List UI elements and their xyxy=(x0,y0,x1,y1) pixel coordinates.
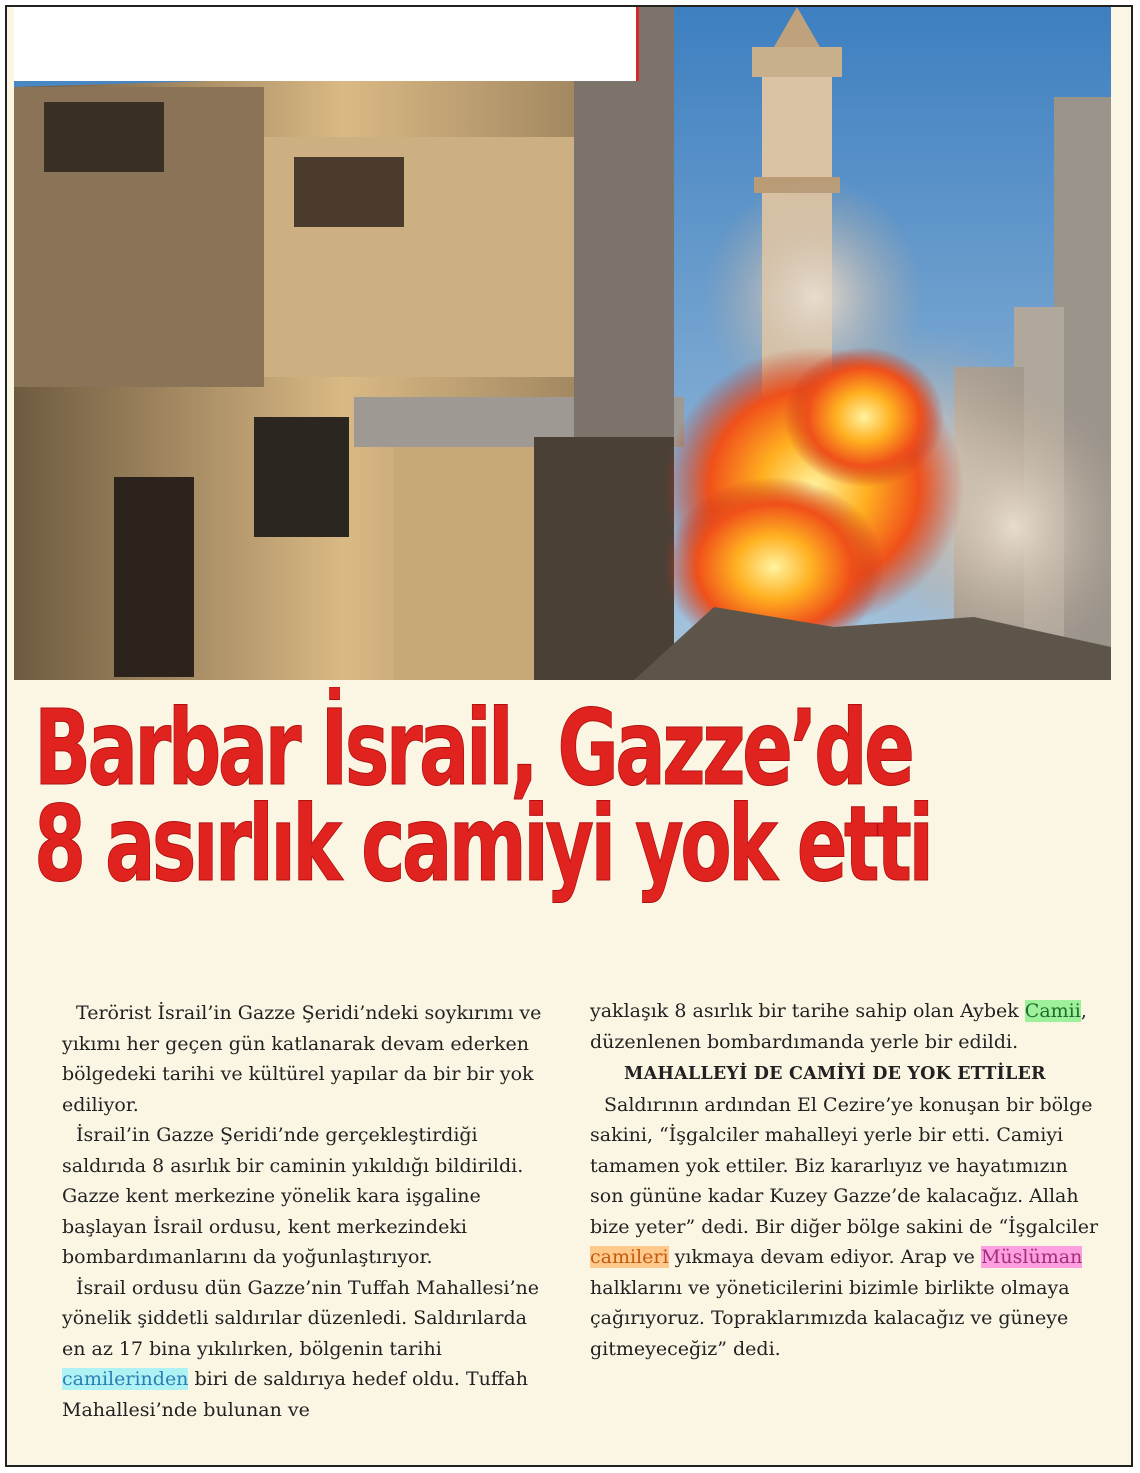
paragraph-5-tail: halklarını ve yöneticilerini bizimle birlikte olmaya çağırıyoruz. Topraklarımızda kalacağız ve güneye gitmeyeceğiz” dedi. xyxy=(590,1276,1070,1360)
headline-line-1: Barbar İsrail, Gazze’de xyxy=(34,687,912,809)
red-rule xyxy=(636,7,639,81)
masthead-blank xyxy=(14,7,638,81)
article-column-right xyxy=(590,996,1105,1364)
paragraph-3-text: İsrail ordusu dün Gazze’nin Tuffah Mahallesi’ne yönelik şiddetli saldırılar düzenledi. Saldırılarda en az 17 bina yıkılırken, bölgenin tarihi xyxy=(62,1276,539,1360)
minaret-explosion-photo xyxy=(14,7,1111,680)
article-column-left xyxy=(62,998,550,1425)
highlight-camii: Camii xyxy=(1024,1000,1081,1022)
paragraph-4 xyxy=(590,996,1105,1057)
paragraph-2: İsrail’in Gazze Şeridi’nde gerçekleştirdiği saldırıda 8 asırlık bir caminin yıkıldığı bildirildi. Gazze kent merkezine yönelik kara işgaline başlayan İsrail ordusu, kent merkezindeki bombardımanlarını da yoğunlaştırıyor. xyxy=(62,1124,524,1268)
highlight-musluman: Müslüman xyxy=(980,1246,1083,1268)
paragraph-4-tail: , düzenlenen bombardımanda yerle bir edildi. xyxy=(590,1000,1087,1053)
paragraph-5-middle: yıkmaya devam ediyor. Arap ve xyxy=(668,1246,981,1268)
subheading: MAHALLEYİ DE CAMİYİ DE YOK ETTİLER xyxy=(624,1064,1046,1084)
paragraph-3-tail: biri de saldırıya hedef oldu. Tuffah Mahallesi’nde bulunan ve xyxy=(62,1368,528,1421)
photo-illustration xyxy=(14,7,1111,680)
highlight-camilerinden: camilerinden xyxy=(62,1368,189,1390)
paragraph-3 xyxy=(62,1273,550,1426)
highlight-camileri: camileri xyxy=(590,1246,669,1268)
paragraph-5 xyxy=(590,1090,1105,1365)
paragraph-4-text: yaklaşık 8 asırlık bir tarihe sahip olan Aybek xyxy=(590,1000,1025,1022)
headline-line-2: 8 asırlık camiyi yok etti xyxy=(34,783,931,905)
paragraph-1: Terörist İsrail’in Gazze Şeridi’ndeki soykırımı ve yıkımı her geçen gün katlanarak devam ederken bölgedeki tarihi ve kültürel yapılar da bir bir yok ediliyor. xyxy=(62,1002,542,1116)
headline xyxy=(34,687,931,905)
paragraph-5-text: Saldırının ardından El Cezire’ye konuşan bir bölge sakini, “İşgalciler mahalleyi yerle bir etti. Camiyi tamamen yok ettiler. Biz kararlıyız ve hayatımızın son gününe kadar Kuzey Gazze’de kalacağız. Allah bize yeter” dedi. Bir diğer bölge sakini de “İşgalciler xyxy=(590,1093,1099,1238)
